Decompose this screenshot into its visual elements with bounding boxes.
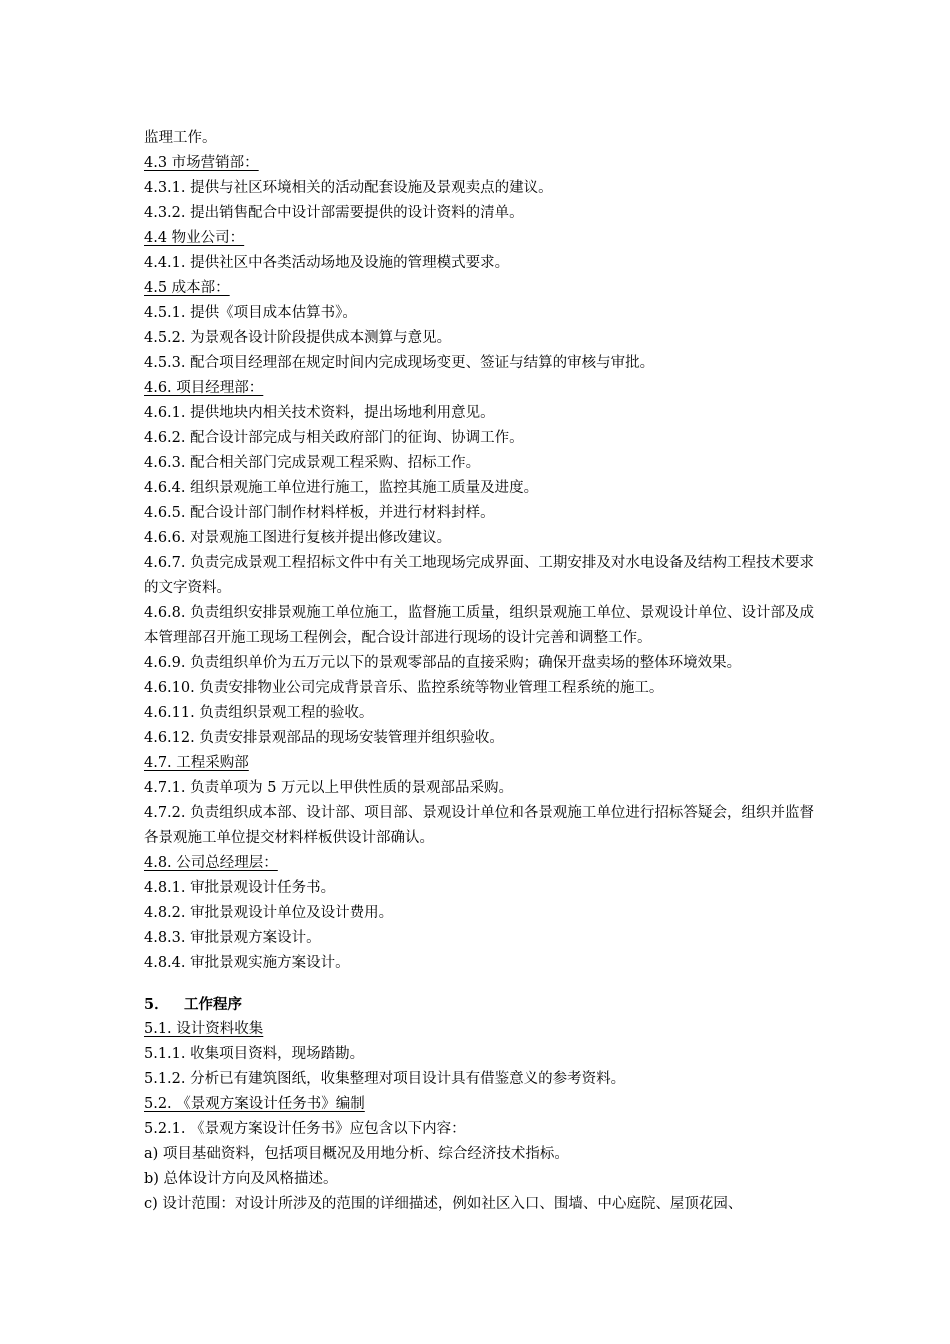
paragraph-line: 4.3.1. 提供与社区环境相关的活动配套设施及景观卖点的建议。 [144,180,553,196]
paragraph-line: c) 设计范围：对设计所涉及的范围的详细描述，例如社区入口、围墙、中心庭院、屋顶花园、 [144,1196,743,1212]
heading-text: 4.5 成本部： [144,280,230,296]
paragraph: 4.6.8. 负责组织安排景观施工单位施工，监督施工质量，组织景观施工单位、景观设计单位、设计部及成本管理部召开施工现场工程例会，配合设计部进行现场的设计完善和调整工作。 [144,605,814,646]
heading-text: 4.4 物业公司： [144,230,245,246]
paragraph-line: 4.8.4. 审批景观实施方案设计。 [144,955,350,971]
heading-text: 5.2. 《景观方案设计任务书》编制 [144,1096,365,1112]
chapter-number: 5． [144,996,169,1013]
paragraph: 4.6.7. 负责完成景观工程招标文件中有关工地现场完成界面、工期安排及对水电设备及结构工程技术要求的文字资料。 [144,555,814,596]
section-heading [144,1017,814,1042]
paragraph-line: 4.3.2. 提出销售配合中设计部需要提供的设计资料的清单。 [144,205,524,221]
heading-text: 4.7. 工程采购部 [144,755,249,771]
paragraph-line: 4.5.1. 提供《项目成本估算书》。 [144,305,357,321]
paragraph-line: 5.1.1. 收集项目资料，现场踏勘。 [144,1046,365,1062]
heading-text: 4.8. 公司总经理层： [144,855,278,871]
chapter-title-text: 工作程序 [184,996,242,1013]
paragraph-line: 4.6.4. 组织景观施工单位进行施工，监控其施工质量及进度。 [144,480,539,496]
section-heading [144,851,814,876]
section-heading [144,376,814,401]
heading-text: 4.3 市场营销部： [144,155,259,171]
paragraph-line: 监理工作。 [144,130,217,146]
paragraph-line: 5.2.1. 《景观方案设计任务书》应包含以下内容： [144,1121,466,1137]
paragraph-line: 4.4.1. 提供社区中各类活动场地及设施的管理模式要求。 [144,255,510,271]
section-heading [144,226,814,251]
paragraph-line: 4.6.9. 负责组织单价为五万元以下的景观零部品的直接采购；确保开盘卖场的整体环境效果。 [144,655,742,671]
paragraph-line: 4.7.1. 负责单项为 5 万元以上甲供性质的景观部品采购。 [144,780,514,796]
paragraph-line: 4.8.1. 审批景观设计任务书。 [144,880,336,896]
paragraph-line: 4.6.1. 提供地块内相关技术资料，提出场地利用意见。 [144,405,495,421]
paragraph-line: 4.6.12. 负责安排景观部品的现场安装管理并组织验收。 [144,730,504,746]
paragraph: 4.7.2. 负责组织成本部、设计部、项目部、景观设计单位和各景观施工单位进行招标答疑会，组织并监督各景观施工单位提交材料样板供设计部确认。 [144,805,814,846]
heading-text: 4.6. 项目经理部： [144,380,264,396]
paragraph-line: 4.5.2. 为景观各设计阶段提供成本测算与意见。 [144,330,452,346]
paragraph-line: 4.8.2. 审批景观设计单位及设计费用。 [144,905,394,921]
paragraph-line: 4.6.2. 配合设计部完成与相关政府部门的征询、协调工作。 [144,430,524,446]
paragraph-line: 4.6.3. 配合相关部门完成景观工程采购、招标工作。 [144,455,481,471]
paragraph-line: 4.6.10. 负责安排物业公司完成背景音乐、监控系统等物业管理工程系统的施工。 [144,680,664,696]
paragraph-line: 4.5.3. 配合项目经理部在规定时间内完成现场变更、签证与结算的审核与审批。 [144,355,655,371]
chapter-title [144,992,814,1017]
paragraph-line: b) 总体设计方向及风格描述。 [144,1171,338,1187]
heading-text: 5.1. 设计资料收集 [144,1021,264,1037]
section-heading [144,751,814,776]
paragraph-line: 4.6.11. 负责组织景观工程的验收。 [144,705,374,721]
paragraph-line: 4.8.3. 审批景观方案设计。 [144,930,321,946]
section-heading [144,151,814,176]
paragraph-line: 5.1.2. 分析已有建筑图纸，收集整理对项目设计具有借鉴意义的参考资料。 [144,1071,626,1087]
paragraph-line: 4.6.6. 对景观施工图进行复核并提出修改建议。 [144,530,452,546]
paragraph-line: 4.6.5. 配合设计部门制作材料样板，并进行材料封样。 [144,505,495,521]
section-heading [144,276,814,301]
document-page [144,126,814,1217]
section-heading [144,1092,814,1117]
paragraph-line: a) 项目基础资料，包括项目概况及用地分析、综合经济技术指标。 [144,1146,569,1162]
